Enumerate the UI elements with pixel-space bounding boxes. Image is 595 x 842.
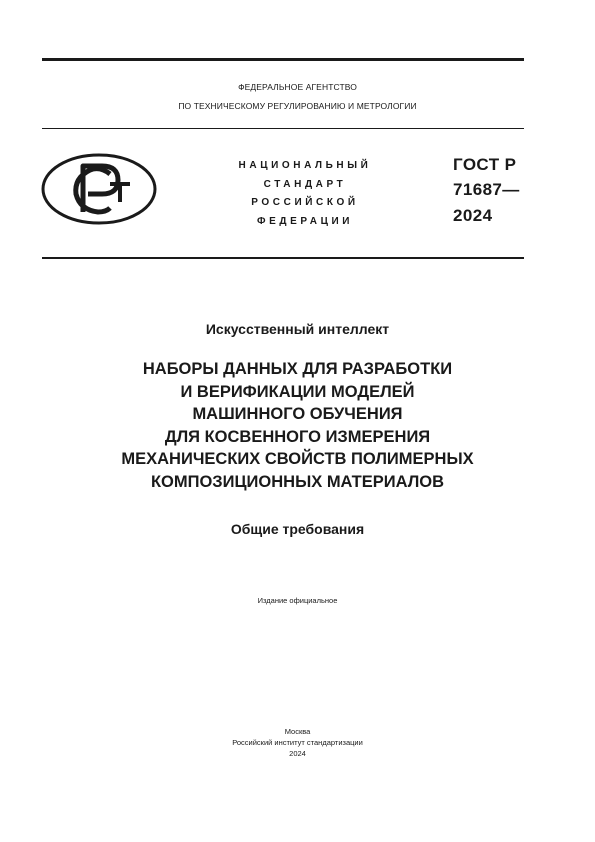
imprint (0, 726, 595, 759)
standard-type-line-1: НАЦИОНАЛЬНЫЙ (238, 160, 372, 171)
general-title: Искусственный интеллект (205, 321, 390, 337)
rst-logo-icon (40, 152, 158, 226)
main-title-line: НАБОРЫ ДАННЫХ ДЛЯ РАЗРАБОТКИ (142, 360, 453, 378)
main-title-line: КОМПОЗИЦИОННЫХ МАТЕРИАЛОВ (150, 472, 445, 491)
main-title-line: И ВЕРИФИКАЦИИ МОДЕЛЕЙ (180, 382, 415, 401)
agency-line-1: ФЕДЕРАЛЬНОЕ АГЕНТСТВО (238, 82, 357, 92)
standard-type-line-3: РОССИЙСКОЙ (251, 197, 359, 208)
designation-line-1: ГОСТ Р (453, 155, 517, 174)
sub-title: Общие требования (230, 521, 365, 537)
imprint-city: Москва (284, 727, 311, 736)
standard-type-line-4: ФЕДЕРАЦИИ (256, 216, 354, 227)
imprint-publisher: Российский институт стандартизации (232, 738, 363, 747)
logo-block-rule (42, 257, 524, 259)
main-title-line: ДЛЯ КОСВЕННОГО ИЗМЕРЕНИЯ (164, 427, 431, 446)
main-title-line: МАШИННОГО ОБУЧЕНИЯ (192, 405, 403, 423)
imprint-year: 2024 (289, 749, 306, 758)
main-title-line: МЕХАНИЧЕСКИХ СВОЙСТВ ПОЛИМЕРНЫХ (121, 450, 474, 468)
designation-line-3: 2024 (453, 206, 493, 225)
designation-line-2: 71687— (453, 180, 520, 199)
header-rule (42, 128, 524, 129)
standard-type-line-2: СТАНДАРТ (263, 179, 347, 190)
edition-note: Издание официальное (257, 596, 338, 605)
agency-line-2: ПО ТЕХНИЧЕСКОМУ РЕГУЛИРОВАНИЮ И МЕТРОЛОГИИ (178, 101, 417, 111)
main-title (0, 358, 595, 493)
top-rule (42, 58, 524, 61)
